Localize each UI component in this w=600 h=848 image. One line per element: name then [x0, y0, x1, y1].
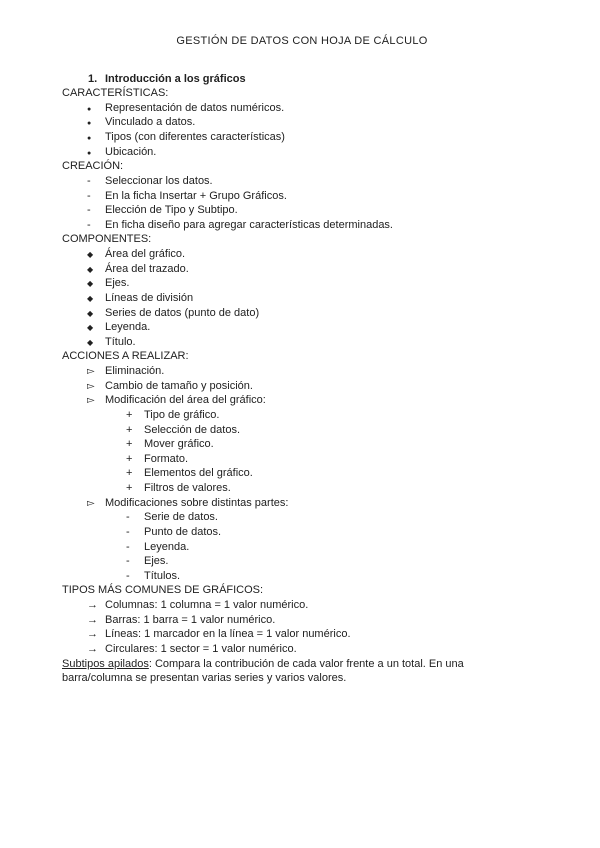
arrow-icon — [87, 613, 105, 628]
list-item — [62, 540, 542, 555]
diamond-icon — [87, 335, 105, 351]
list-item-text: Tipo de gráfico. — [144, 408, 220, 421]
list-item — [62, 481, 542, 496]
list-item — [62, 306, 542, 321]
list-item-text: Títulos. — [144, 569, 181, 582]
underlined-lead: Subtipos apilados — [62, 657, 149, 670]
arrowhead-icon — [87, 496, 105, 512]
dash-icon — [126, 525, 144, 540]
heading-number: 1. — [88, 72, 98, 85]
plus-icon — [126, 437, 144, 452]
arrowhead-icon — [87, 379, 105, 395]
list-item — [62, 510, 542, 525]
list-item-text: Título. — [105, 335, 136, 348]
diamond-icon — [87, 247, 105, 263]
list-item-text: Elementos del gráfico. — [144, 467, 253, 480]
list-item — [62, 145, 542, 160]
section-label-creacion: CREACIÓN: — [62, 160, 124, 173]
arrow-icon — [87, 642, 105, 657]
list-item-text: Cambio de tamaño y posición. — [105, 379, 253, 392]
list-item — [62, 320, 542, 335]
plus-icon — [126, 452, 144, 467]
list-item — [62, 613, 542, 628]
lead-separator: : — [148, 657, 152, 670]
list-item — [62, 218, 542, 233]
dash-icon — [126, 569, 144, 584]
dash-icon — [126, 510, 144, 525]
dash-icon — [87, 218, 105, 233]
list-item-text: Seleccionar los datos. — [105, 174, 213, 187]
list-item-text: Filtros de valores. — [144, 482, 231, 495]
list-item — [62, 247, 542, 262]
closing-text-line1: Compara la contribución de cada valor frente a un total. En una — [151, 657, 464, 670]
diamond-icon — [87, 291, 105, 307]
list-item-text: Ubicación. — [105, 145, 157, 158]
list-item-text: Columnas: 1 columna = 1 valor numérico. — [105, 599, 309, 612]
list-item — [62, 627, 542, 642]
list-item — [62, 437, 542, 452]
list-item — [62, 569, 542, 584]
closing-paragraph-line2 — [62, 671, 542, 686]
list-item — [62, 554, 542, 569]
arrow-icon — [87, 627, 105, 642]
list-item-text: Series de datos (punto de dato) — [105, 306, 260, 319]
section-label-caracteristicas: CARACTERÍSTICAS: — [62, 87, 169, 100]
section-label-acciones: ACCIONES A REALIZAR: — [62, 350, 189, 363]
list-item-text: Modificaciones sobre distintas partes: — [105, 496, 289, 509]
list-item-text: Ejes. — [144, 555, 169, 568]
list-item-text: En la ficha Insertar + Grupo Gráficos. — [105, 189, 287, 202]
list-item-text: Circulares: 1 sector = 1 valor numérico. — [105, 642, 297, 655]
list-item — [62, 115, 542, 130]
list-item-text: Líneas de división — [105, 291, 194, 304]
document-title: GESTIÓN DE DATOS CON HOJA DE CÁLCULO — [176, 35, 428, 47]
dash-icon — [87, 189, 105, 204]
plus-icon — [126, 481, 144, 496]
diamond-icon — [87, 306, 105, 322]
list-item-text: Ejes. — [105, 277, 130, 290]
list-item-text: Formato. — [144, 452, 189, 465]
list-item — [62, 466, 542, 481]
list-item — [62, 335, 542, 350]
list-item — [62, 174, 542, 189]
plus-icon — [126, 423, 144, 438]
list-item-text: Mover gráfico. — [144, 438, 214, 451]
list-item-text: Líneas: 1 marcador en la línea = 1 valor numérico. — [105, 628, 351, 641]
list-item-text: Selección de datos. — [144, 423, 241, 436]
dash-icon — [87, 203, 105, 218]
list-item — [62, 496, 542, 511]
diamond-icon — [87, 320, 105, 336]
plus-icon — [126, 466, 144, 481]
plus-icon — [126, 408, 144, 423]
list-item — [62, 452, 542, 467]
list-item-text: Serie de datos. — [144, 511, 218, 524]
list-item — [62, 276, 542, 291]
list-item — [62, 189, 542, 204]
list-item-text: Elección de Tipo y Subtipo. — [105, 204, 238, 217]
diamond-icon — [87, 262, 105, 278]
list-item-text: Vinculado a datos. — [105, 116, 196, 129]
section-label-tipos: TIPOS MÁS COMUNES DE GRÁFICOS: — [62, 584, 264, 597]
list-item — [62, 408, 542, 423]
list-item — [62, 101, 542, 116]
list-item-text: Leyenda. — [144, 540, 190, 553]
diamond-icon — [87, 276, 105, 292]
list-item — [62, 203, 542, 218]
heading-text: Introducción a los gráficos — [105, 72, 246, 85]
list-item-text: En ficha diseño para agregar características determinadas. — [105, 218, 393, 231]
list-item-text: Representación de datos numéricos. — [105, 101, 285, 114]
dash-icon — [126, 540, 144, 555]
list-item — [62, 598, 542, 613]
numbered-heading — [62, 72, 542, 87]
dash-icon — [126, 554, 144, 569]
arrowhead-icon — [87, 364, 105, 380]
arrowhead-icon — [87, 393, 105, 409]
arrow-icon — [87, 598, 105, 613]
list-item — [62, 642, 542, 657]
list-item — [62, 379, 542, 394]
list-item-text: Área del gráfico. — [105, 248, 186, 261]
list-item-text: Modificación del área del gráfico: — [105, 394, 266, 407]
section-label-componentes: COMPONENTES: — [62, 233, 152, 246]
list-item-text: Leyenda. — [105, 321, 151, 334]
list-item-text: Área del trazado. — [105, 262, 189, 275]
list-item-text: Barras: 1 barra = 1 valor numérico. — [105, 613, 276, 626]
list-item — [62, 364, 542, 379]
closing-text-line2: barra/columna se presentan varias series y varios valores. — [62, 672, 347, 685]
list-item-text: Punto de datos. — [144, 525, 222, 538]
list-item — [62, 130, 542, 145]
dash-icon — [87, 174, 105, 189]
closing-paragraph-line1 — [62, 657, 542, 672]
list-item-text: Eliminación. — [105, 365, 165, 378]
list-item — [62, 423, 542, 438]
list-item-text: Tipos (con diferentes características) — [105, 131, 285, 144]
list-item — [62, 525, 542, 540]
list-item — [62, 393, 542, 408]
list-item — [62, 262, 542, 277]
list-item — [62, 291, 542, 306]
